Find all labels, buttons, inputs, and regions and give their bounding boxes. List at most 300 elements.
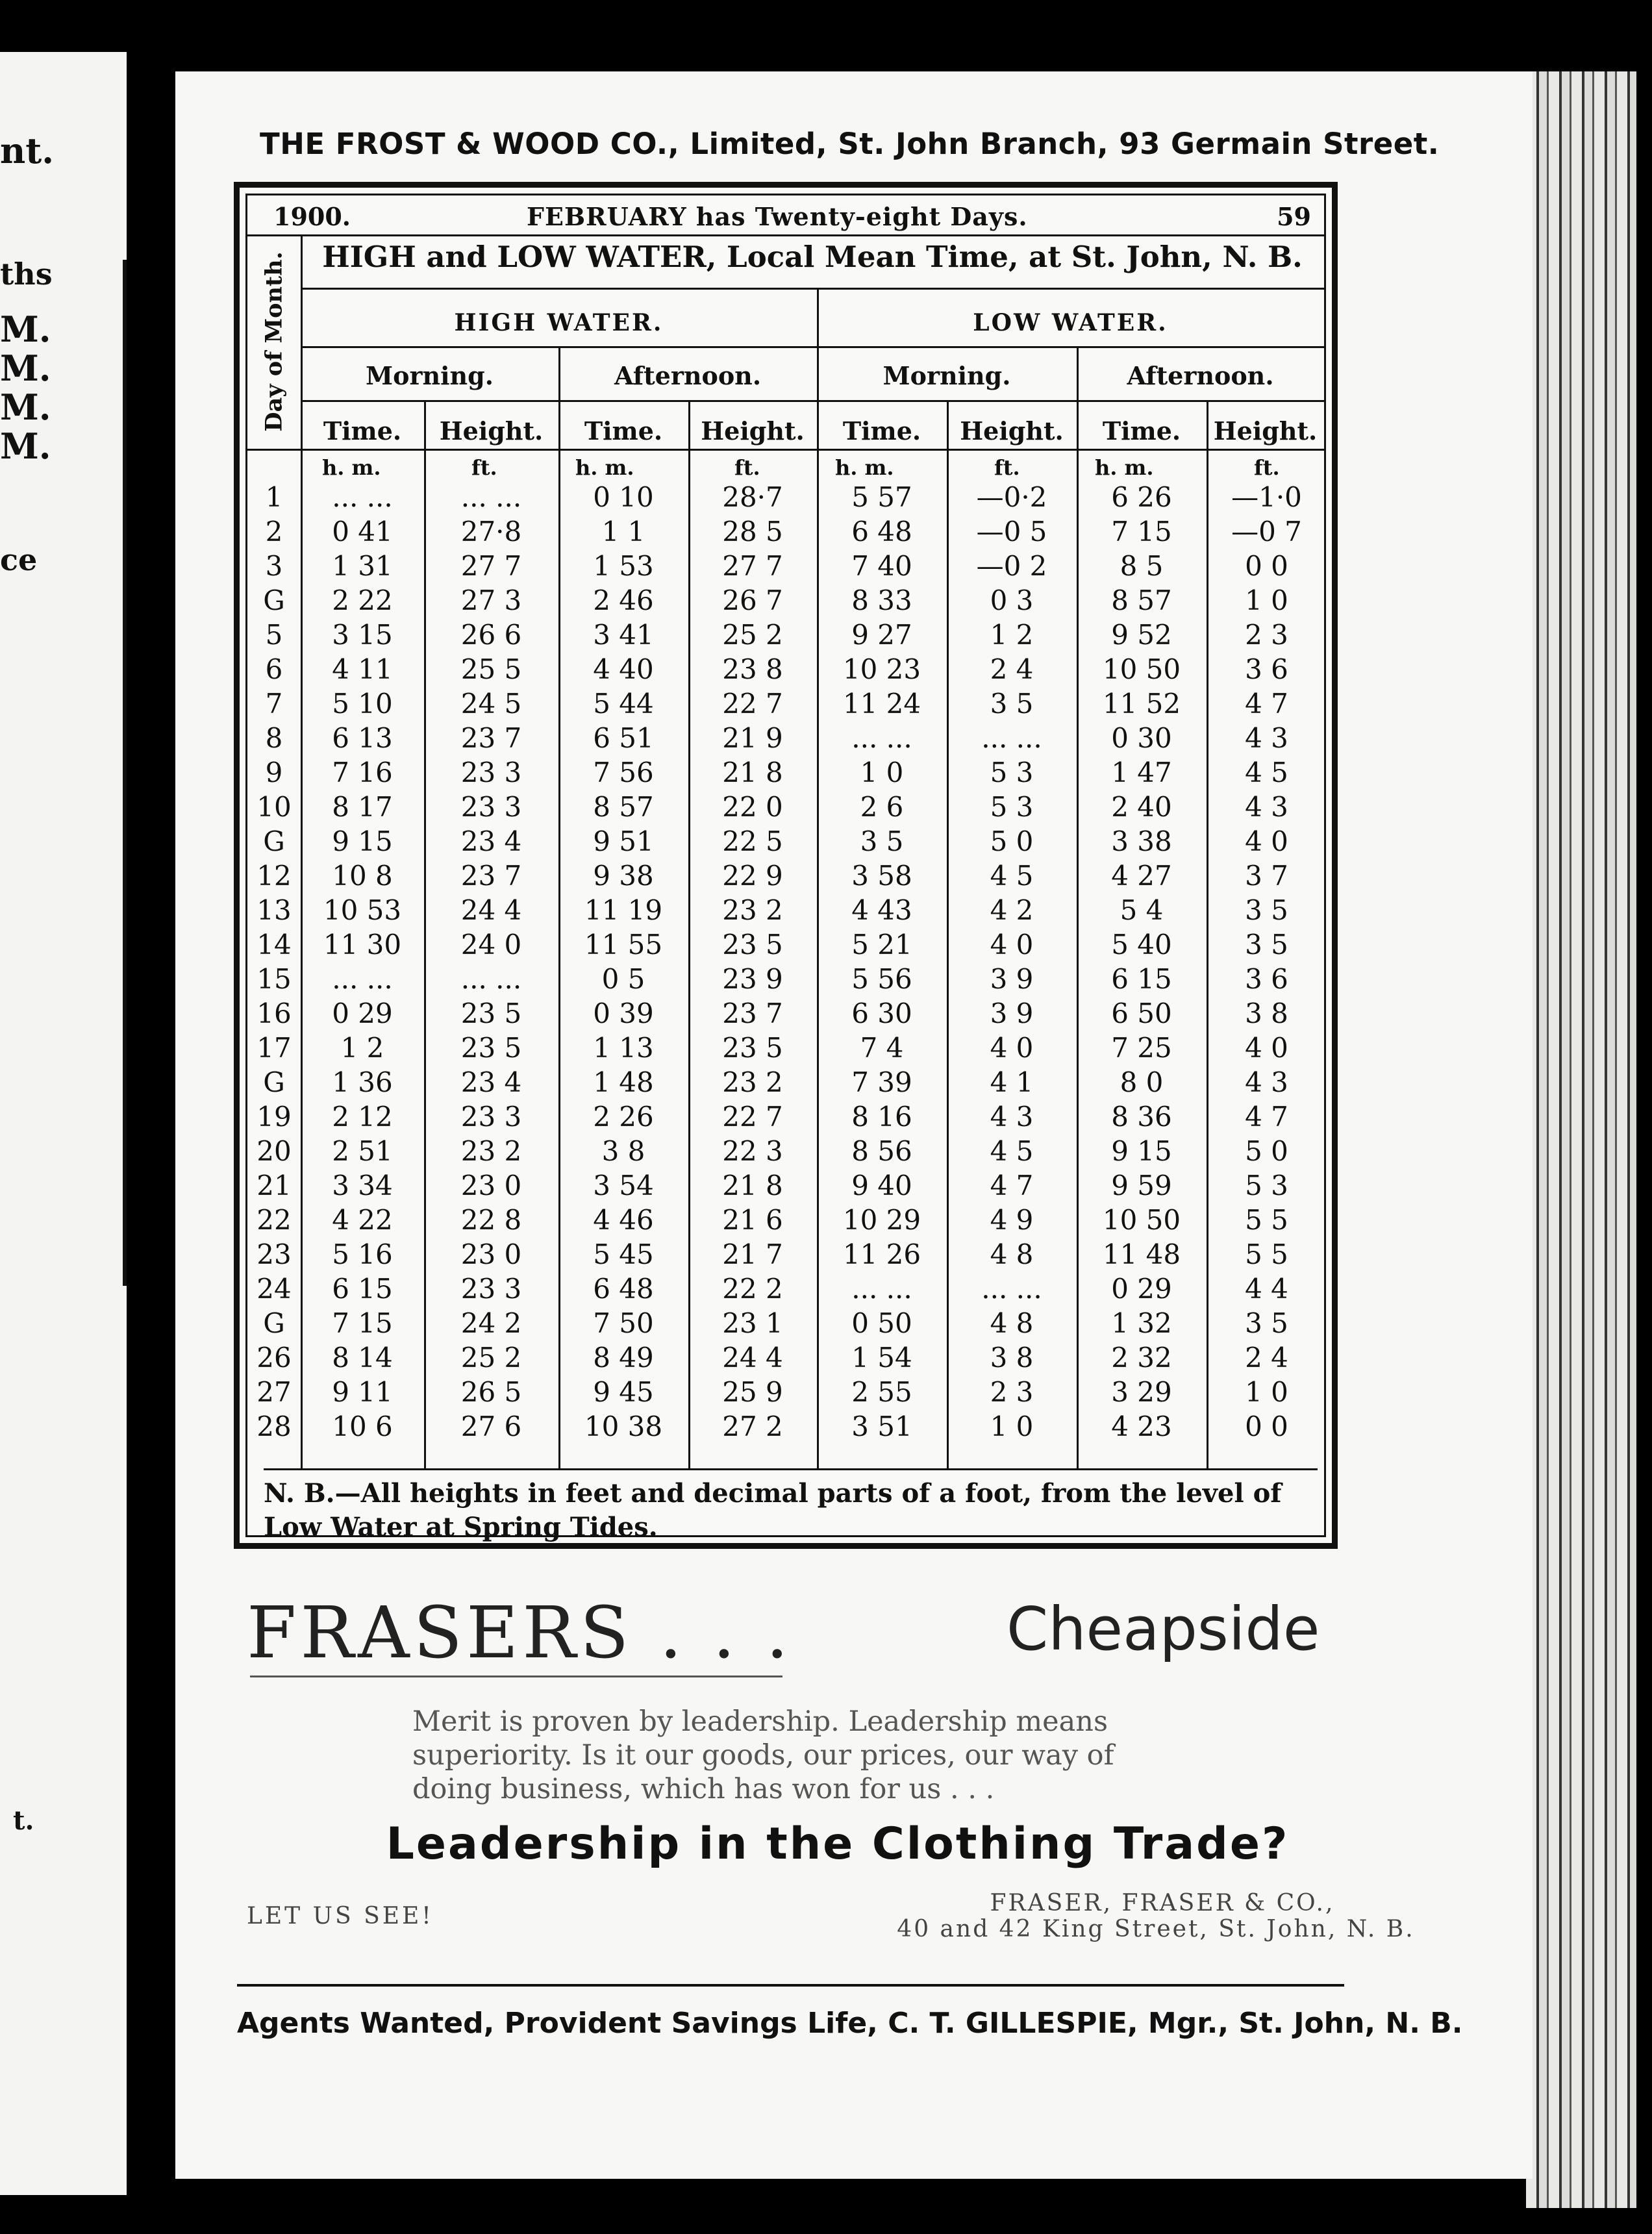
month-heading: FEBRUARY has Twenty-eight Days. [527,202,1028,231]
cell-high-morning-height: 23 7 [460,860,522,892]
ad-rule [250,1675,782,1677]
cell-low-afternoon-time: 10 50 [1102,1204,1181,1236]
cell-high-morning-height: 23 3 [460,1273,522,1305]
cell-low-morning-height: —0 2 [976,550,1047,582]
cell-day: 28 [257,1411,292,1442]
cell-low-afternoon-time: 8 36 [1111,1101,1172,1133]
ad-tagline: Leadership in the Clothing Trade? [386,1818,1290,1870]
cell-low-morning-height: 4 3 [990,1101,1034,1133]
cell-high-afternoon-height: 23 9 [722,963,783,995]
cell-low-morning-height: 3 5 [990,688,1034,720]
cell-day: 5 [265,619,283,651]
table-row [247,1411,1324,1443]
cell-low-morning-time: 2 6 [860,791,904,823]
cell-day: 21 [257,1170,292,1201]
cell-low-morning-height: 4 2 [990,894,1034,926]
cell-low-morning-time: 6 30 [851,998,912,1029]
cell-low-afternoon-height: 0 0 [1245,550,1288,582]
cell-high-afternoon-height: 23 7 [722,998,783,1029]
cell-high-morning-time: 1 36 [332,1066,393,1098]
calendar-header [247,195,1324,236]
cell-low-afternoon-height: 3 5 [1245,929,1288,960]
cell-high-afternoon-height: 22 7 [722,688,783,720]
footer-text: Agents Wanted, Provident Savings Life, C. T. GILLESPIE, Mgr., St. John, N. B. [237,2007,1463,2040]
cell-high-afternoon-height: 25 9 [722,1376,783,1408]
cell-day: G [263,584,285,616]
cell-high-morning-height: 23 5 [460,998,522,1029]
cell-high-afternoon-time: 11 19 [584,894,663,926]
high-water-label: HIGH WATER. [454,309,664,336]
table-row [247,1342,1324,1374]
cell-high-afternoon-time: 9 38 [593,860,654,892]
cell-high-afternoon-height: 22 5 [722,825,783,857]
cell-day: 24 [257,1273,292,1305]
cell-high-morning-time: 6 15 [332,1273,393,1305]
cell-low-afternoon-height: 3 6 [1245,653,1288,685]
cell-high-afternoon-height: 28·7 [722,481,783,513]
cell-low-afternoon-height: 2 4 [1245,1342,1288,1374]
adjacent-page-edge [0,52,127,2195]
cell-low-afternoon-time: 7 15 [1111,516,1172,547]
cell-high-afternoon-time: 8 49 [593,1342,654,1374]
cell-low-morning-height: ... ... [981,1273,1042,1305]
cell-high-morning-time: 0 41 [332,516,393,547]
cell-low-afternoon-height: 1 0 [1245,1376,1288,1408]
cell-low-afternoon-time: 10 50 [1102,653,1181,685]
cell-high-afternoon-height: 25 2 [722,619,783,651]
cell-low-morning-height: 4 9 [990,1204,1034,1236]
cell-high-morning-time: 3 34 [332,1170,393,1201]
cell-high-morning-time: ... ... [332,481,393,513]
cell-low-morning-height: 4 1 [990,1066,1034,1098]
cell-low-afternoon-height: 4 5 [1245,757,1288,788]
cell-low-afternoon-time: 8 0 [1120,1066,1164,1098]
low-morning-label: Morning. [882,361,1011,390]
cell-low-morning-time: 5 57 [851,481,912,513]
cell-high-afternoon-height: 23 8 [722,653,783,685]
cell-high-morning-height: 27 7 [460,550,522,582]
cell-high-afternoon-time: 0 39 [593,998,654,1029]
cell-low-afternoon-time: 5 4 [1120,894,1164,926]
table-row [247,1101,1324,1133]
unit-time: h. m. [1095,455,1154,480]
table-title: HIGH and LOW WATER, Local Mean Time, at St. John, N. B. [322,240,1303,274]
cell-high-afternoon-time: 5 44 [593,688,654,720]
cell-low-morning-time: 8 56 [851,1135,912,1167]
cell-low-morning-height: 5 0 [990,825,1034,857]
table-row [247,1238,1324,1271]
cell-low-morning-height: 2 4 [990,653,1034,685]
cell-low-morning-time: 9 40 [851,1170,912,1201]
cell-high-afternoon-height: 21 6 [722,1204,783,1236]
ad-body: Merit is proven by leadership. Leadership means superiority. Is it our goods, our prices, our way of doing business, which has won for us . . . [412,1705,1114,1805]
cell-high-afternoon-height: 23 2 [722,894,783,926]
cell-high-afternoon-height: 27 2 [722,1411,783,1442]
header-rule [301,288,1324,290]
cell-low-morning-time: 4 43 [851,894,912,926]
cell-low-morning-height: 4 7 [990,1170,1034,1201]
cell-high-morning-height: 24 5 [460,688,522,720]
cell-low-afternoon-height: —1·0 [1231,481,1302,513]
ad-brand: FRASERS . . . [247,1591,793,1674]
cell-high-afternoon-time: 3 54 [593,1170,654,1201]
cell-low-morning-time: ... ... [851,722,912,754]
col-high-morning-time: Time. [323,416,402,446]
ad-signature-name: FRASER, FRASER & CO., [990,1890,1335,1916]
cell-low-morning-height: 3 9 [990,963,1034,995]
cell-high-morning-time: 8 17 [332,791,393,823]
cell-low-afternoon-height: 3 5 [1245,1307,1288,1339]
tide-table [245,194,1326,1542]
cell-high-afternoon-height: 28 5 [722,516,783,547]
cell-high-morning-height: 26 5 [460,1376,522,1408]
cell-low-afternoon-height: 4 0 [1245,1032,1288,1064]
cell-high-morning-time: 1 2 [340,1032,384,1064]
cell-day: G [263,1066,285,1098]
unit-height: ft. [1254,455,1280,480]
table-row [247,860,1324,892]
unit-time: h. m. [322,455,381,480]
cell-high-morning-height: 24 4 [460,894,522,926]
left-fragment: t. [13,1805,34,1836]
cell-low-afternoon-time: 1 32 [1111,1307,1172,1339]
left-fragment: M. [0,308,51,350]
cell-high-morning-height: 23 7 [460,722,522,754]
cell-high-morning-time: 1 31 [332,550,393,582]
cell-low-morning-height: —0·2 [976,481,1047,513]
cell-low-morning-time: 11 26 [842,1238,921,1270]
cell-high-morning-height: 27 3 [460,584,522,616]
cell-low-afternoon-height: 5 0 [1245,1135,1288,1167]
running-head: THE FROST & WOOD CO., Limited, St. John Branch, 93 Germain Street. [260,127,1440,161]
cell-low-afternoon-time: 3 29 [1111,1376,1172,1408]
cell-high-afternoon-time: 9 45 [593,1376,654,1408]
cell-high-afternoon-time: 2 46 [593,584,654,616]
cell-high-afternoon-time: 10 38 [584,1411,663,1442]
cell-high-morning-height: 23 3 [460,791,522,823]
cell-high-afternoon-height: 23 2 [722,1066,783,1098]
cell-low-morning-time: 1 0 [860,757,904,788]
left-fragment: M. [0,347,51,389]
cell-day: 10 [257,791,292,823]
cell-day: 20 [257,1135,292,1167]
cell-low-afternoon-height: 1 0 [1245,584,1288,616]
cell-day: 19 [257,1101,292,1133]
cell-high-afternoon-time: 0 5 [601,963,645,995]
cell-high-morning-time: 0 29 [332,998,393,1029]
cell-low-afternoon-time: 6 15 [1111,963,1172,995]
footer-rule [237,1984,1344,1987]
col-low-morning-height: Height. [960,416,1064,446]
cell-high-morning-height: 23 4 [460,1066,522,1098]
cell-low-morning-time: 3 58 [851,860,912,892]
cell-day: 17 [257,1032,292,1064]
cell-high-morning-time: 10 6 [332,1411,393,1442]
cell-high-morning-time: 5 10 [332,688,393,720]
table-row [247,1032,1324,1064]
cell-low-afternoon-height: 3 8 [1245,998,1288,1029]
cell-low-afternoon-time: 9 52 [1111,619,1172,651]
cell-high-afternoon-height: 26 7 [722,584,783,616]
left-fragment: M. [0,386,51,428]
cell-high-morning-height: 23 3 [460,757,522,788]
table-row [247,1170,1324,1202]
cell-low-afternoon-time: 6 26 [1111,481,1172,513]
header-rule [247,449,1324,451]
cell-high-afternoon-time: 11 55 [584,929,663,960]
cell-high-morning-time: 4 11 [332,653,393,685]
cell-low-morning-time: 6 48 [851,516,912,547]
cell-low-afternoon-time: 6 50 [1111,998,1172,1029]
cell-low-afternoon-height: 3 6 [1245,963,1288,995]
cell-low-afternoon-time: 4 27 [1111,860,1172,892]
cell-high-morning-time: 10 8 [332,860,393,892]
cell-low-morning-time: 3 5 [860,825,904,857]
cell-low-afternoon-height: 2 3 [1245,619,1288,651]
cell-day: 1 [265,481,283,513]
cell-low-afternoon-time: 8 5 [1120,550,1164,582]
cell-low-afternoon-time: 9 15 [1111,1135,1172,1167]
cell-high-afternoon-height: 23 5 [722,929,783,960]
cell-low-morning-time: 7 39 [851,1066,912,1098]
cell-low-morning-height: 3 9 [990,998,1034,1029]
cell-low-afternoon-time: 8 57 [1111,584,1172,616]
cell-day: 23 [257,1238,292,1270]
high-morning-label: Morning. [366,361,494,390]
cell-high-morning-time: 9 11 [332,1376,393,1408]
ad-signature-address: 40 and 42 King Street, St. John, N. B. [897,1916,1415,1942]
cell-day: 9 [265,757,283,788]
cell-low-morning-height: 5 3 [990,791,1034,823]
ad-place: Cheapside [1007,1594,1320,1664]
cell-high-afternoon-time: 1 53 [593,550,654,582]
cell-high-afternoon-height: 22 9 [722,860,783,892]
table-row [247,1273,1324,1305]
tide-table-frame [234,182,1338,1549]
cell-high-afternoon-height: 22 3 [722,1135,783,1167]
cell-low-afternoon-time: 11 52 [1102,688,1181,720]
cell-low-morning-height: 4 0 [990,1032,1034,1064]
table-row [247,1376,1324,1409]
cell-high-afternoon-height: 22 2 [722,1273,783,1305]
cell-low-morning-height: ... ... [981,722,1042,754]
cell-low-afternoon-height: 4 0 [1245,825,1288,857]
table-row [247,1135,1324,1168]
cell-low-afternoon-time: 3 38 [1111,825,1172,857]
cell-high-afternoon-time: 7 50 [593,1307,654,1339]
cell-day: 14 [257,929,292,960]
cell-high-afternoon-time: 0 10 [593,481,654,513]
cell-low-afternoon-height: 4 3 [1245,1066,1288,1098]
cell-high-morning-height: ... ... [460,963,522,995]
cell-high-morning-height: 26 6 [460,619,522,651]
year: 1900. [273,202,351,231]
cell-high-morning-time: 2 51 [332,1135,393,1167]
cell-high-morning-height: 24 2 [460,1307,522,1339]
col-low-morning-time: Time. [842,416,921,446]
col-high-morning-height: Height. [439,416,544,446]
table-row [247,584,1324,617]
table-row [247,1307,1324,1340]
col-low-afternoon-time: Time. [1102,416,1181,446]
cell-high-afternoon-time: 9 51 [593,825,654,857]
cell-high-morning-time: 7 16 [332,757,393,788]
table-row [247,894,1324,927]
cell-low-morning-time: 10 23 [842,653,921,685]
cell-high-morning-height: 23 5 [460,1032,522,1064]
cell-high-morning-time: 10 53 [323,894,402,926]
cell-low-morning-time: 3 51 [851,1411,912,1442]
cell-low-morning-time: 8 33 [851,584,912,616]
cell-high-morning-height: 22 8 [460,1204,522,1236]
table-row [247,998,1324,1030]
cell-high-morning-height: 23 4 [460,825,522,857]
cell-high-morning-time: 5 16 [332,1238,393,1270]
table-row [247,1204,1324,1236]
cell-high-morning-height: ... ... [460,481,522,513]
cell-low-afternoon-time: 11 48 [1102,1238,1181,1270]
cell-high-afternoon-time: 1 1 [601,516,645,547]
cell-high-afternoon-height: 22 0 [722,791,783,823]
cell-low-afternoon-time: 0 30 [1111,722,1172,754]
low-afternoon-label: Afternoon. [1127,361,1274,390]
table-row [247,481,1324,514]
cell-high-morning-height: 23 3 [460,1101,522,1133]
cell-high-afternoon-height: 27 7 [722,550,783,582]
high-afternoon-label: Afternoon. [614,361,762,390]
cell-high-afternoon-height: 24 4 [722,1342,783,1374]
table-row [247,550,1324,583]
cell-low-afternoon-time: 0 29 [1111,1273,1172,1305]
cell-day: 15 [257,963,292,995]
cell-low-afternoon-time: 2 32 [1111,1342,1172,1374]
cell-low-afternoon-time: 9 59 [1111,1170,1172,1201]
day-column-label: Day of Month. [260,251,288,432]
ad-call-to-action: LET US SEE! [247,1903,434,1929]
page-number: 59 [1277,202,1311,231]
cell-day: G [263,1307,285,1339]
table-row [247,619,1324,651]
header-rule [301,400,1324,402]
cell-high-morning-time: 9 15 [332,825,393,857]
left-fragment: ths [0,257,53,292]
cell-high-afternoon-height: 21 9 [722,722,783,754]
cell-high-afternoon-height: 23 5 [722,1032,783,1064]
table-row [247,722,1324,755]
col-high-afternoon-time: Time. [584,416,663,446]
cell-high-morning-height: 23 0 [460,1170,522,1201]
cell-high-afternoon-time: 3 8 [601,1135,645,1167]
cell-low-morning-time: 1 54 [851,1342,912,1374]
cell-low-morning-time: 10 29 [842,1204,921,1236]
cell-low-morning-height: 4 5 [990,1135,1034,1167]
col-low-afternoon-height: Height. [1213,416,1318,446]
cell-day: 2 [265,516,283,547]
cell-day: G [263,825,285,857]
table-row [247,963,1324,996]
cell-low-afternoon-height: 4 3 [1245,791,1288,823]
cell-low-morning-time: ... ... [851,1273,912,1305]
left-fragment: nt. [0,130,55,171]
cell-high-afternoon-time: 3 41 [593,619,654,651]
cell-low-morning-height: 4 8 [990,1307,1034,1339]
cell-low-morning-height: 2 3 [990,1376,1034,1408]
table-row [247,688,1324,720]
cell-low-afternoon-height: 4 7 [1245,688,1288,720]
cell-high-afternoon-time: 6 48 [593,1273,654,1305]
cell-day: 27 [257,1376,292,1408]
cell-high-morning-time: 7 15 [332,1307,393,1339]
cell-high-morning-time: 8 14 [332,1342,393,1374]
cell-high-morning-time: 6 13 [332,722,393,754]
cell-day: 22 [257,1204,292,1236]
cell-day: 26 [257,1342,292,1374]
cell-high-morning-height: 23 0 [460,1238,522,1270]
cell-low-morning-time: 9 27 [851,619,912,651]
cell-low-afternoon-height: 4 7 [1245,1101,1288,1133]
cell-high-afternoon-time: 1 48 [593,1066,654,1098]
cell-low-morning-time: 5 21 [851,929,912,960]
cell-low-morning-height: 1 0 [990,1411,1034,1442]
cell-high-afternoon-time: 2 26 [593,1101,654,1133]
cell-low-afternoon-time: 7 25 [1111,1032,1172,1064]
header-rule [301,346,1324,348]
cell-low-morning-height: 1 2 [990,619,1034,651]
cell-low-afternoon-height: 4 3 [1245,722,1288,754]
cell-low-afternoon-time: 1 47 [1111,757,1172,788]
left-fragment: ce [0,542,38,577]
cell-low-afternoon-height: —0 7 [1231,516,1302,547]
table-row [247,1066,1324,1099]
cell-high-afternoon-time: 5 45 [593,1238,654,1270]
cell-high-morning-time: 11 30 [323,929,402,960]
cell-high-afternoon-time: 4 46 [593,1204,654,1236]
cell-low-morning-time: 2 55 [851,1376,912,1408]
cell-day: 16 [257,998,292,1029]
cell-low-morning-height: 4 8 [990,1238,1034,1270]
column-rule [123,260,127,1286]
cell-high-afternoon-time: 6 51 [593,722,654,754]
cell-low-afternoon-height: 3 7 [1245,860,1288,892]
cell-day: 12 [257,860,292,892]
left-fragment: M. [0,425,51,467]
cell-high-morning-height: 25 5 [460,653,522,685]
cell-low-morning-time: 0 50 [851,1307,912,1339]
cell-high-afternoon-height: 21 8 [722,1170,783,1201]
cell-day: 3 [265,550,283,582]
table-row [247,791,1324,823]
cell-high-morning-height: 23 2 [460,1135,522,1167]
table-row [247,653,1324,686]
cell-low-morning-height: 4 0 [990,929,1034,960]
cell-high-morning-time: 4 22 [332,1204,393,1236]
day-column-header [247,234,303,449]
unit-height: ft. [994,455,1020,480]
table-row [247,929,1324,961]
cell-low-morning-time: 8 16 [851,1101,912,1133]
cell-low-afternoon-height: 3 5 [1245,894,1288,926]
page-edges [1526,71,1636,2208]
cell-high-afternoon-height: 21 7 [722,1238,783,1270]
cell-day: 13 [257,894,292,926]
cell-high-morning-height: 24 0 [460,929,522,960]
cell-day: 6 [265,653,283,685]
cell-high-afternoon-height: 22 7 [722,1101,783,1133]
cell-low-afternoon-time: 2 40 [1111,791,1172,823]
table-row [247,516,1324,548]
table-note: N. B.—All heights in feet and decimal parts of a foot, from the level of Low Water at Spring Tides. [264,1468,1318,1544]
cell-low-afternoon-height: 5 5 [1245,1204,1288,1236]
